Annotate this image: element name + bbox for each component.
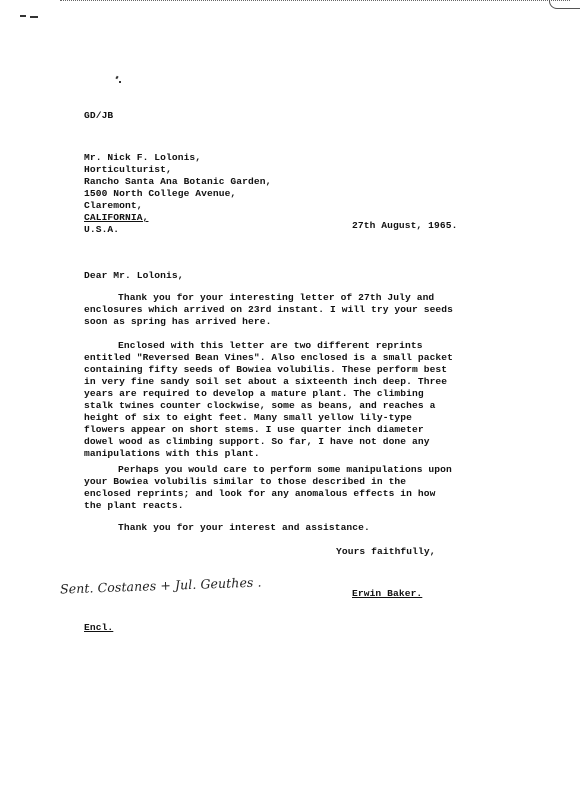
recipient-address (84, 152, 524, 236)
paragraph-line: in very fine sandy soil set about a sixteenth inch deep. Three (84, 376, 448, 387)
address-line: Mr. Nick F. Lolonis, (84, 152, 202, 163)
address-line: 1500 North College Avenue, (84, 188, 237, 199)
closing: Yours faithfully, (336, 546, 436, 557)
paragraph (84, 464, 524, 512)
paragraph-line: years are required to develop a mature plant. The climbing (84, 388, 424, 399)
scan-speck (30, 16, 38, 18)
paragraph-line: the plant reacts. (84, 500, 184, 511)
paragraph-line: entitled "Reversed Bean Vines". Also enclosed is a small packet (84, 352, 454, 363)
paragraph-line: height of six to eight feet. Many small yellow lily-type (84, 412, 413, 423)
paragraph-line: flowers appear on short stems. I use quarter inch diameter (84, 424, 424, 435)
address-line: Rancho Santa Ana Botanic Garden, (84, 176, 272, 187)
paragraph-line: dowel wood as climbing support. So far, I have not done any (84, 436, 430, 447)
paragraph-line: containing fifty seeds of Bowiea volubilis. These perform best (84, 364, 448, 375)
paragraph-line: your Bowiea volubilis similar to those described in the (84, 476, 407, 487)
address-line: CALIFORNIA, (84, 212, 149, 223)
paragraph-line: enclosures which arrived on 23rd instant. I will try your seeds (84, 304, 454, 315)
scan-speck (119, 81, 121, 83)
scan-top-edge (60, 0, 570, 3)
address-line: Horticulturist, (84, 164, 172, 175)
address-line: U.S.A. (84, 224, 120, 235)
signature: Erwin Baker. (352, 588, 423, 599)
paragraph-line: soon as spring has arrived here. (84, 316, 272, 327)
paragraph (84, 340, 524, 460)
salutation: Dear Mr. Lolonis, (84, 270, 184, 281)
paragraph-line: Thank you for your interest and assistance. (118, 522, 370, 533)
paragraph-line: Thank you for your interesting letter of 27th July and (118, 292, 435, 303)
letter-reference: GD/JB (84, 110, 114, 121)
paragraph (84, 292, 524, 328)
paragraph-line: Perhaps you would care to perform some manipulations upon (118, 464, 452, 475)
scan-speck (115, 76, 118, 80)
scan-speck (20, 15, 26, 17)
handwritten-note: Sent. Costanes + Jul. Geuthes . (59, 574, 262, 597)
paragraph (84, 522, 524, 534)
paragraph-line: stalk twines counter clockwise, some as beans, and reaches a (84, 400, 436, 411)
paragraph-line: enclosed reprints; and look for any anomalous effects in how (84, 488, 436, 499)
enclosure-note: Encl. (84, 622, 114, 633)
paragraph-line: manipulations with this plant. (84, 448, 260, 459)
letter-date: 27th August, 1965. (352, 220, 458, 231)
scan-corner-mark (549, 0, 580, 9)
address-line: Claremont, (84, 200, 143, 211)
paragraph-line: Enclosed with this letter are two different reprints (118, 340, 423, 351)
